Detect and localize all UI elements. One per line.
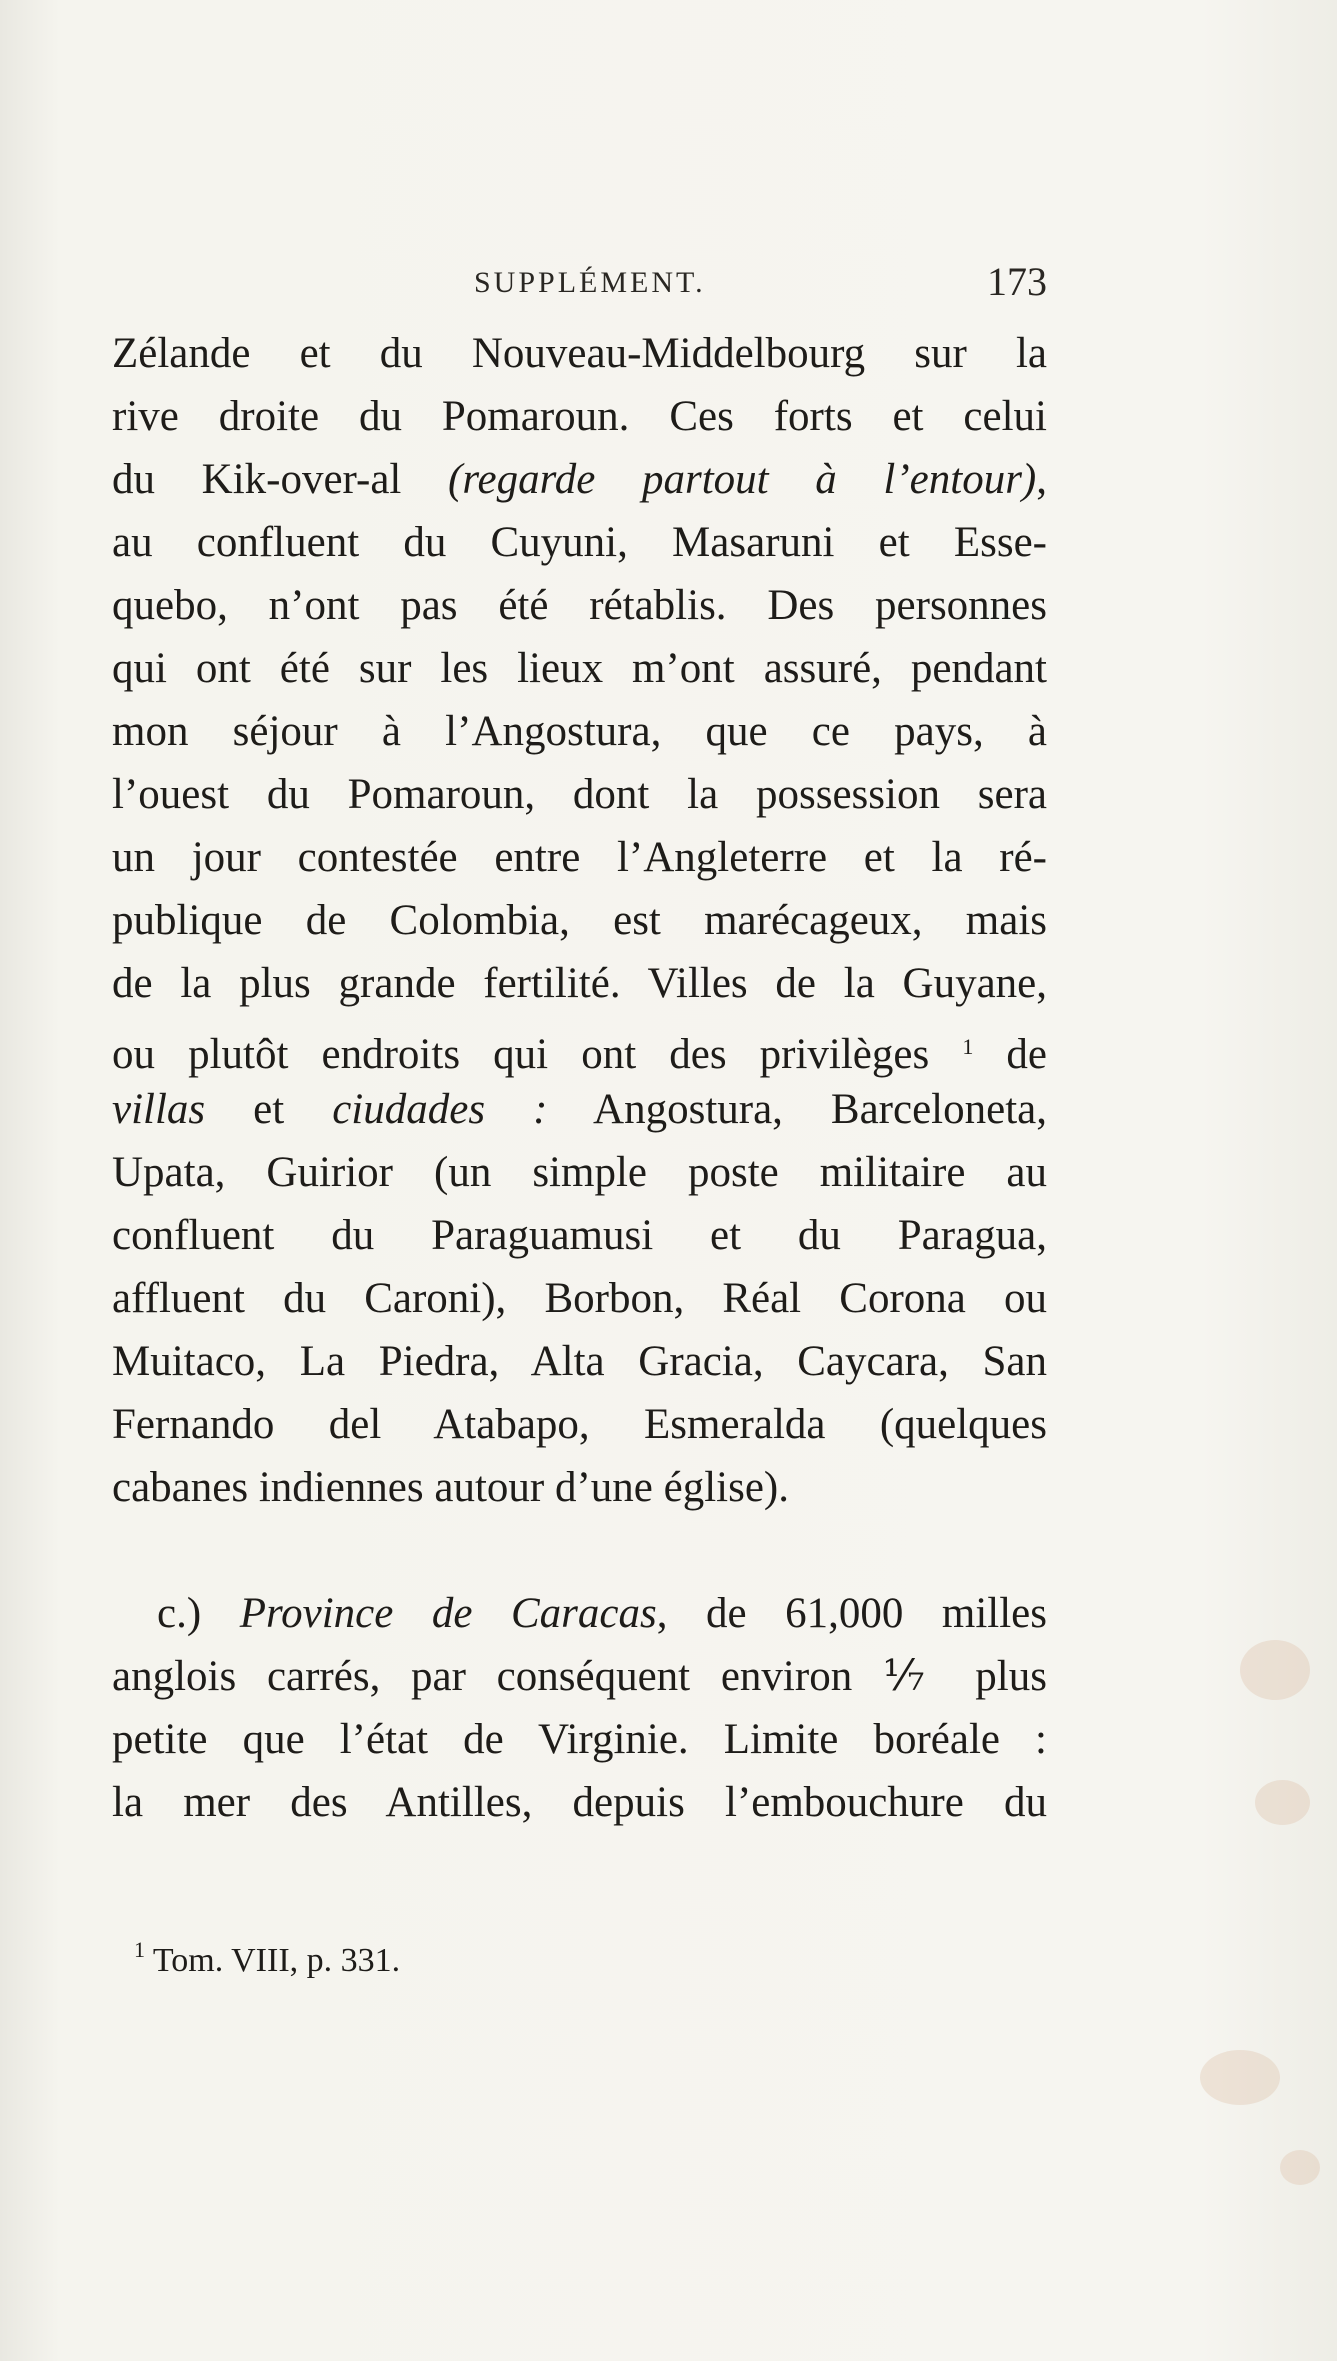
text-line: qui ont été sur les lieux m’ont assuré, pendant xyxy=(112,645,1047,692)
text-line: cabanes indiennes autour d’une église). xyxy=(112,1464,789,1511)
text-segment: , xyxy=(1036,456,1047,503)
paragraph-gap xyxy=(112,1519,1047,1582)
footnote-number: 1 xyxy=(134,1937,145,1962)
page-header xyxy=(112,258,1047,318)
text-line: petite que l’état de Virginie. Limite boréale : xyxy=(112,1716,1047,1763)
text-line xyxy=(112,1015,1047,1078)
text-line: Upata, Guirior (un simple poste militaire au xyxy=(112,1149,1047,1196)
text-segment: , de 61,000 milles xyxy=(656,1590,1047,1637)
text-line: de la plus grande fertilité. Villes de la Guyane, xyxy=(112,960,1047,1007)
text-segment: du Kik-over-al xyxy=(112,456,402,503)
text-line: anglois carrés, par conséquent environ ⅐ plus xyxy=(112,1653,1047,1700)
text-segment: ou plutôt endroits qui ont des privilèges xyxy=(112,1031,930,1078)
foxing-stain xyxy=(1280,2150,1320,2185)
text-segment: Angostura, Barceloneta, xyxy=(593,1086,1047,1133)
text-line: la mer des Antilles, depuis l’embouchure du xyxy=(112,1779,1047,1826)
italic-gloss: (regarde partout à l’entour) xyxy=(448,456,1037,503)
text-segment: de xyxy=(1006,1031,1047,1078)
text-line: Fernando del Atabapo, Esmeralda (quelques xyxy=(112,1401,1047,1448)
footnote xyxy=(112,1925,1047,1986)
text-line xyxy=(112,1582,1047,1645)
footnote-text: Tom. VIII, p. 331. xyxy=(152,1942,401,1979)
text-line: Muitaco, La Piedra, Alta Gracia, Caycara, San xyxy=(112,1338,1047,1385)
italic-term: villas xyxy=(112,1086,206,1133)
text-line: l’ouest du Pomaroun, dont la possession sera xyxy=(112,771,1047,818)
text-line: confluent du Paraguamusi et du Paragua, xyxy=(112,1212,1047,1259)
text-line: un jour contestée entre l’Angleterre et la ré- xyxy=(112,834,1047,881)
text-line: Zélande et du Nouveau-Middelbourg sur la xyxy=(112,330,1047,377)
foxing-stain xyxy=(1240,1640,1310,1700)
text-segment: c.) xyxy=(157,1590,202,1637)
text-line: rive droite du Pomaroun. Ces forts et celui xyxy=(112,393,1047,440)
footnote-marker: 1 xyxy=(962,1034,974,1059)
body-text xyxy=(112,322,1047,1834)
text-line: au confluent du Cuyuni, Masaruni et Esse- xyxy=(112,519,1047,566)
text-line: publique de Colombia, est marécageux, mais xyxy=(112,897,1047,944)
footnote-area xyxy=(112,1925,1047,1986)
text-segment: et xyxy=(253,1086,285,1133)
text-line: quebo, n’ont pas été rétablis. Des personnes xyxy=(112,582,1047,629)
text-line: affluent du Caroni), Borbon, Réal Corona ou xyxy=(112,1275,1047,1322)
text-line: mon séjour à l’Angostura, que ce pays, à xyxy=(112,708,1047,755)
running-head: SUPPLÉMENT. xyxy=(474,266,706,299)
page-number: 173 xyxy=(987,259,1047,304)
text-line xyxy=(112,448,1047,511)
foxing-stain xyxy=(1255,1780,1310,1825)
italic-term: ciudades : xyxy=(332,1086,548,1133)
text-line xyxy=(112,1078,1047,1141)
italic-heading: Province de Caracas xyxy=(239,1590,657,1637)
foxing-stain xyxy=(1200,2050,1280,2105)
